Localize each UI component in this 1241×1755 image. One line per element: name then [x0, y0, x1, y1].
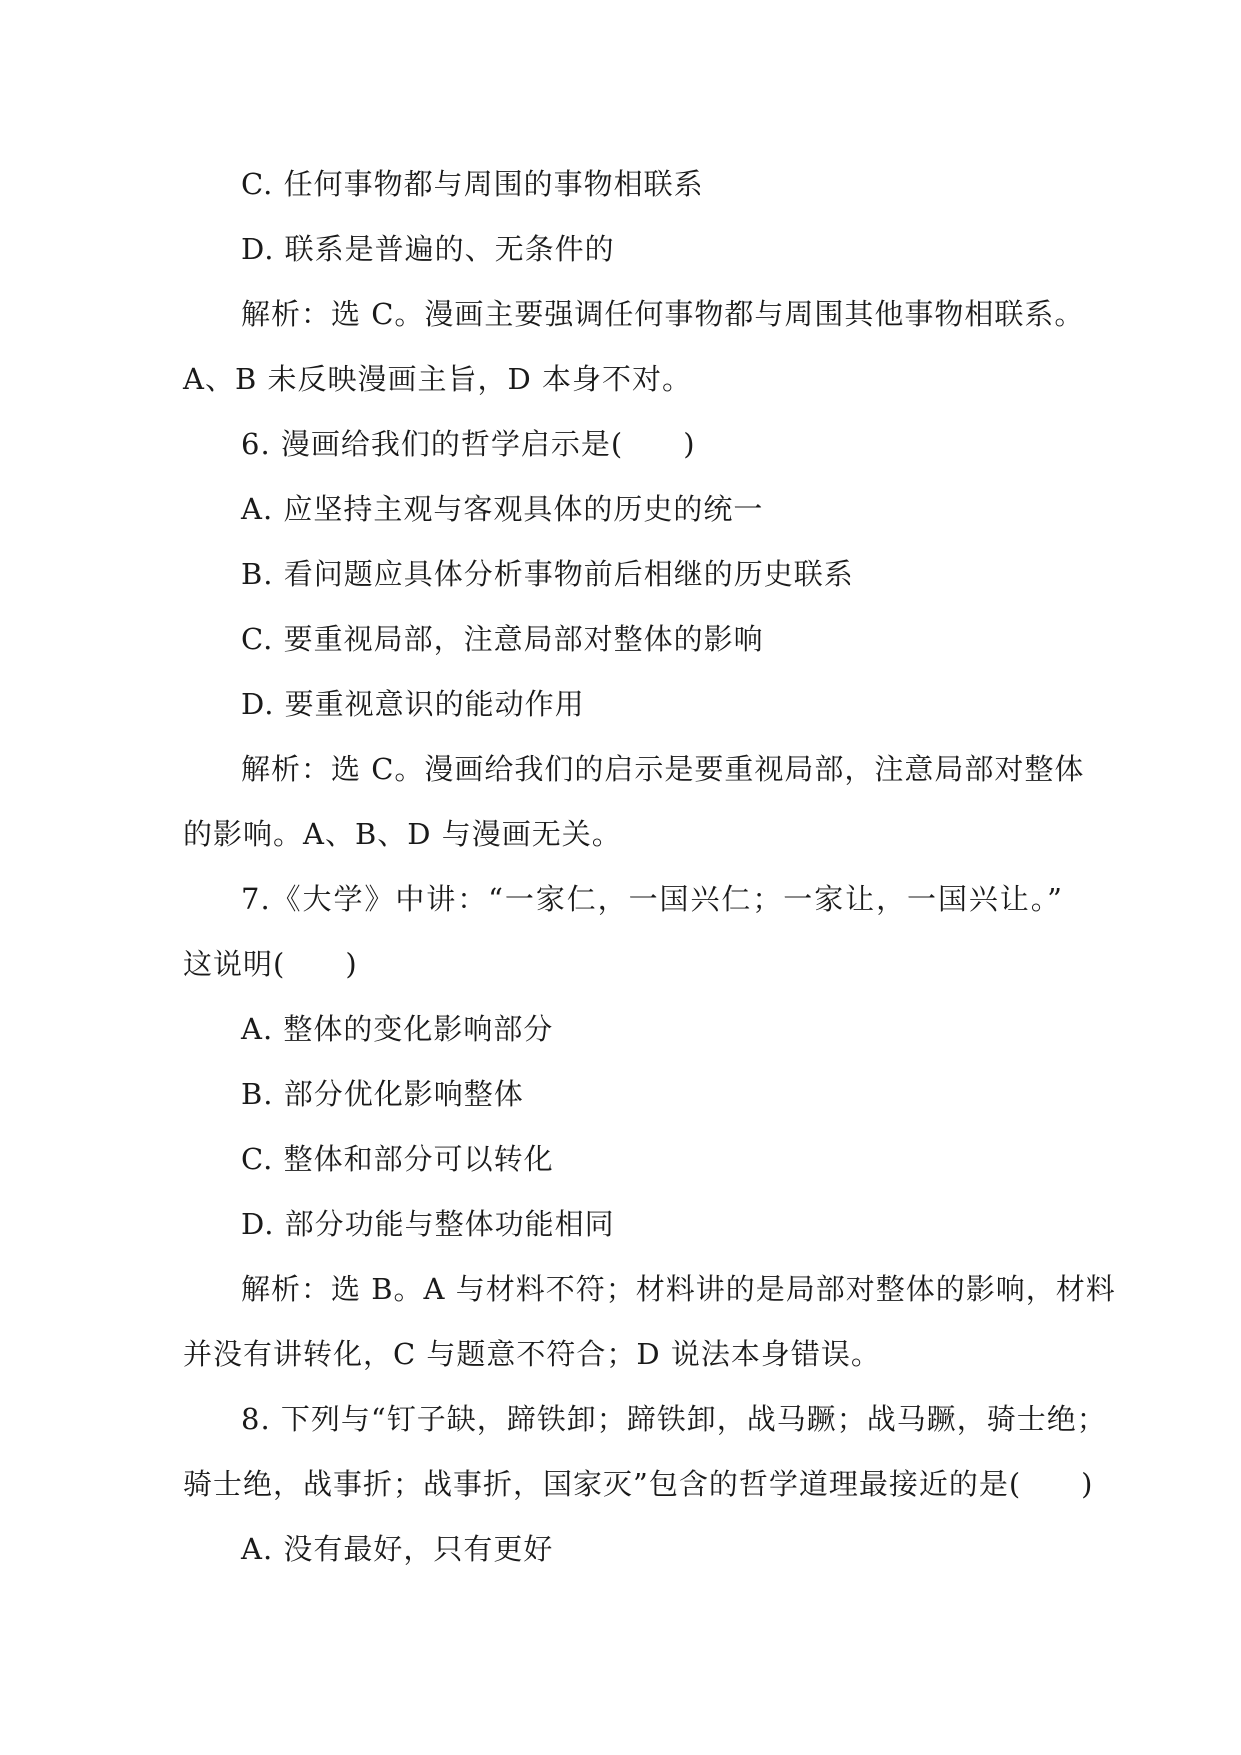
option-7d: D. 部分功能与整体功能相同: [241, 1207, 615, 1241]
option-6b: B. 看问题应具体分析事物前后相继的历史联系: [241, 557, 854, 591]
analysis-6-line-1: 解析：选 C。漫画给我们的启示是要重视局部，注意局部对整体: [241, 752, 1085, 786]
option-6a: A. 应坚持主观与客观具体的历史的统一: [241, 492, 764, 526]
analysis-6-line-2: 的影响。A、B、D 与漫画无关。: [183, 817, 622, 851]
analysis-7-line-1: 解析：选 B。A 与材料不符；材料讲的是局部对整体的影响，材料: [241, 1272, 1116, 1306]
question-8-line-2: 骑士绝，战事折；战事折，国家灭”包含的哲学道理最接近的是( ): [183, 1467, 1094, 1501]
analysis-7-line-2: 并没有讲转化，C 与题意不符合；D 说法本身错误。: [183, 1337, 881, 1371]
option-7c: C. 整体和部分可以转化: [241, 1142, 554, 1176]
option-5c: C. 任何事物都与周围的事物相联系: [241, 167, 704, 201]
option-6d: D. 要重视意识的能动作用: [241, 687, 585, 721]
analysis-5-line-2: A、B 未反映漫画主旨，D 本身不对。: [183, 362, 692, 396]
analysis-5-line-1: 解析：选 C。漫画主要强调任何事物都与周围其他事物相联系。: [241, 297, 1085, 331]
question-7-line-2: 这说明( ): [183, 947, 358, 981]
document-body: [183, 152, 1116, 1582]
option-7b: B. 部分优化影响整体: [241, 1077, 524, 1111]
option-5d: D. 联系是普遍的、无条件的: [241, 232, 615, 266]
option-6c: C. 要重视局部，注意局部对整体的影响: [241, 622, 764, 656]
question-8-line-1: 8. 下列与“钉子缺，蹄铁卸；蹄铁卸，战马蹶；战马蹶，骑士绝；: [241, 1402, 1107, 1436]
question-7-line-1: 7.《大学》中讲：“一家仁，一国兴仁；一家让，一国兴让。”: [241, 882, 1063, 916]
option-8a: A. 没有最好，只有更好: [241, 1532, 554, 1566]
option-7a: A. 整体的变化影响部分: [241, 1012, 554, 1046]
question-6: 6. 漫画给我们的哲学启示是( ): [241, 427, 696, 461]
